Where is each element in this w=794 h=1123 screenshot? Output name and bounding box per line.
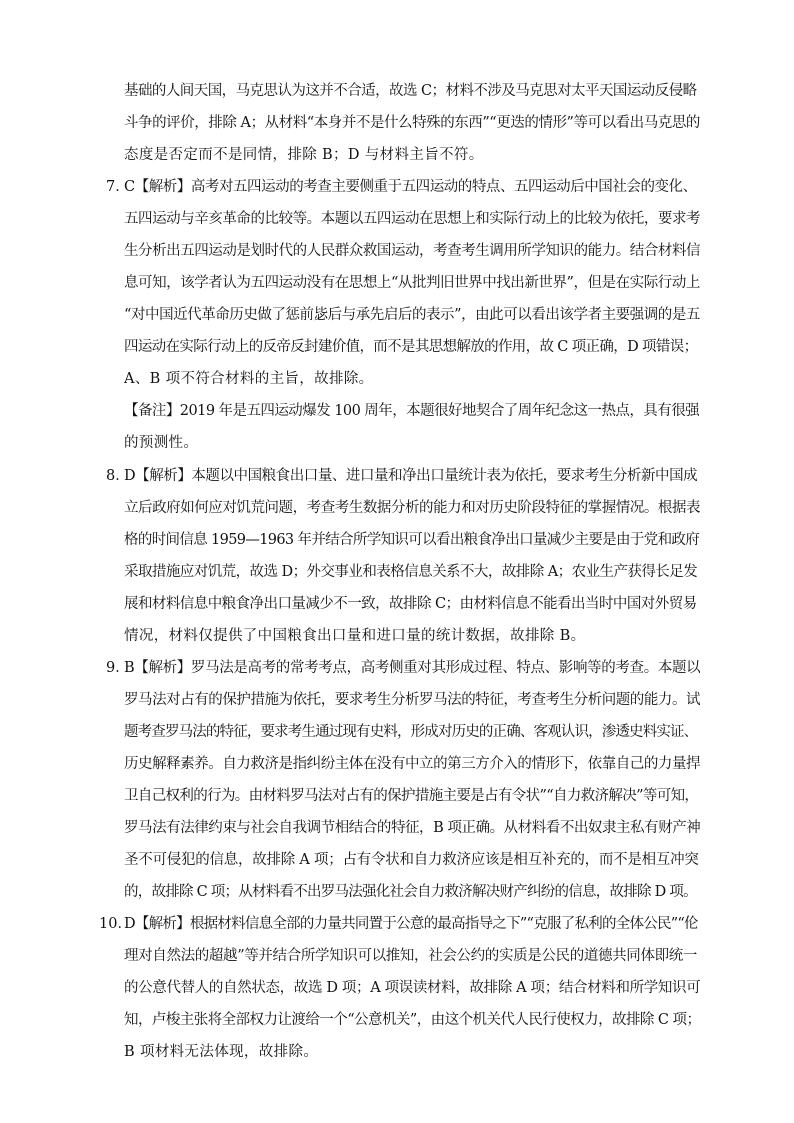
text-line: 情况，材料仅提供了中国粮食出口量和进口量的统计数据，故排除 B。 xyxy=(124,628,586,644)
text-line: 历史解释素养。自力救济是指纠纷主体在没有中立的第三方介入的情形下，依靠自己的力量捍 xyxy=(124,756,701,772)
text-line: C【解析】高考对五四运动的考查主要侧重于五四运动的特点、五四运动后中国社会的变化、 xyxy=(124,179,697,195)
text-line: 知，卢梭主张将全部权力让渡给一个“公意机关”，由这个机关代人民行使权力，故排除 C 项； xyxy=(124,1012,701,1028)
text-line: 理对自然法的超越”等并结合所学知识可以推知，社会公约的实质是公民的道德共同体即统一 xyxy=(124,948,698,964)
question-number: 10． xyxy=(99,916,132,932)
note-line: 【备注】2019 年是五四运动爆发 100 周年，本题很好地契合了周年纪念这一热点，具有很强 xyxy=(124,403,700,419)
text-line: 四运动在实际行动上的反帝反封建价值，而不是其思想解放的作用，故 C 项正确，D 项错误； xyxy=(124,339,698,355)
question-number: 7． xyxy=(106,179,130,195)
question-number: 9． xyxy=(106,660,130,676)
text-line: 生分析出五四运动是划时代的人民群众救国运动，考查考生调用所学知识的能力。结合材料信 xyxy=(124,243,701,259)
text-line: A、B 项不符合材料的主旨，故排除。 xyxy=(124,371,374,387)
text-line: 五四运动与辛亥革命的比较等。本题以五四运动在思想上和实际行动上的比较为依托，要求考 xyxy=(124,211,701,227)
text-line: 的，故排除 C 项；从材料看不出罗马法强化社会自力救济解决财产纠纷的信息，故排除 D 项。 xyxy=(124,884,697,900)
text-line: 斗争的评价，排除 A；从材料“本身并不是什么特殊的东西”“更迭的情形”等可以看出马克思的 xyxy=(124,115,700,131)
text-line: 展和材料信息中粮食净出口量减少不一致，故排除 C；由材料信息不能看出当时中国对外贸易 xyxy=(124,596,697,612)
text-line: B【解析】罗马法是高考的常考考点，高考侧重对其形成过程、特点、影响等的考查。本题以 xyxy=(124,660,701,676)
text-line: 罗马法对占有的保护措施为依托，要求考生分析罗马法的特征，考查考生分析问题的能力。试 xyxy=(124,692,701,708)
note-line: 的预测性。 xyxy=(124,435,199,451)
text-line: “对中国近代革命历史做了惩前毖后与承先启后的表示”，由此可以看出该学者主要强调的是五 xyxy=(124,307,700,323)
text-line: D【解析】根据材料信息全部的力量共同置于公意的最高指导之下”“克服了私利的全体公民”“伦 xyxy=(124,916,698,932)
text-line: 卫自己权利的行为。由材料罗马法对占有的保护措施主要是占有令状”“自力救济解决”等可知， xyxy=(124,788,699,804)
text-line: 罗马法有法律约束与社会自我调节相结合的特征，B 项正确。从材料看不出奴隶主私有财产神 xyxy=(124,820,701,836)
question-number: 8． xyxy=(106,468,130,484)
text-line: 采取措施应对饥荒，故选 D；外交事业和表格信息关系不大，故排除 A；农业生产获得长足发 xyxy=(124,564,698,580)
text-line: 态度是否定而不是同情，排除 B；D 与材料主旨不符。 xyxy=(124,147,484,163)
text-line: B 项材料无法体现，故排除。 xyxy=(124,1044,319,1060)
text-line: 立后政府如何应对饥荒问题，考查考生数据分析的能力和对历史阶段特征的掌握情况。根据表 xyxy=(124,500,701,516)
text-line: 格的时间信息 1959—1963 年并结合所学知识可以看出粮食净出口量减少主要是由于党和政府 xyxy=(124,532,700,548)
text-line: 基础的人间天国，马克思认为这并不合适，故选 C；材料不涉及马克思对太平天国运动反侵略 xyxy=(124,83,697,99)
text-line: 圣不可侵犯的信息，故排除 A 项；占有令状和自力救济应该是相互补充的，而不是相互冲突 xyxy=(124,852,699,868)
text-line: 的公意代替人的自然状态，故选 D 项；A 项误读材料，故排除 A 项；结合材料和所学知识可 xyxy=(124,980,701,996)
text-line: 题考查罗马法的特征，要求考生通过现有史料，形成对历史的正确、客观认识，渗透史料实证、 xyxy=(124,724,698,740)
text-line: D【解析】本题以中国粮食出口量、进口量和净出口量统计表为依托，要求考生分析新中国成 xyxy=(124,468,698,484)
text-line: 息可知，该学者认为五四运动没有在思想上“从批判旧世界中找出新世界”，但是在实际行动上 xyxy=(124,275,700,291)
